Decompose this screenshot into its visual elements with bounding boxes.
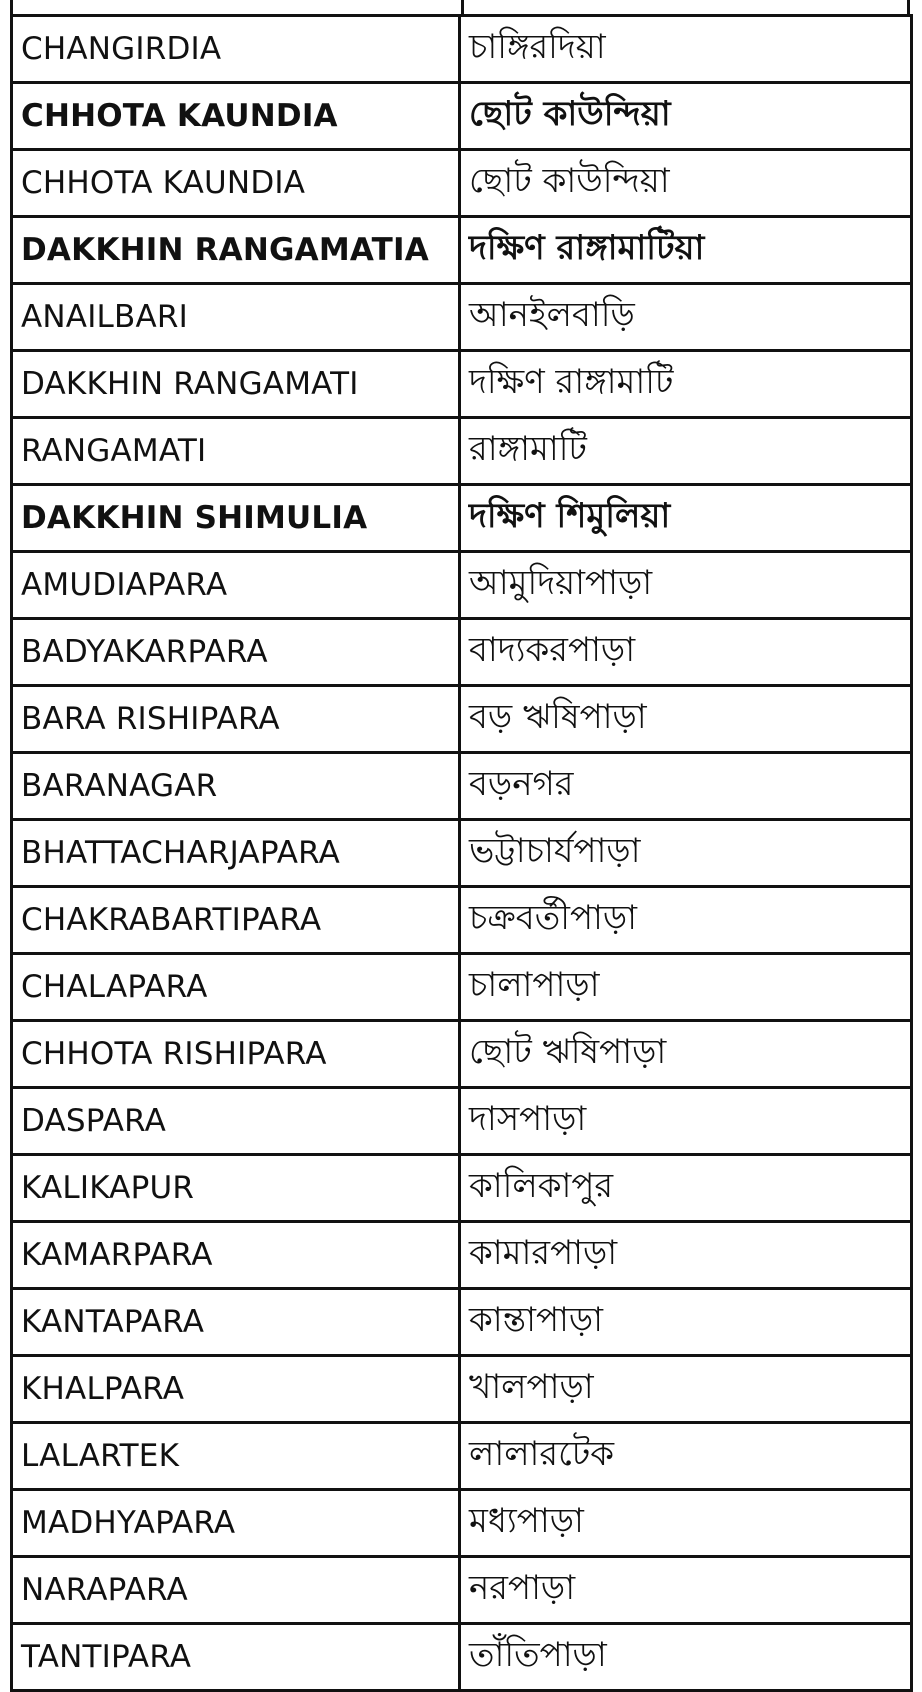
bengali-name-cell: দক্ষিণ শিমুলিয়া (460, 485, 912, 552)
bengali-name-cell: বাদ্যকরপাড়া (460, 619, 912, 686)
table-row (12, 217, 912, 284)
table-row (12, 552, 912, 619)
table-row (12, 150, 912, 217)
table-row (12, 1490, 912, 1557)
bengali-name-cell: খালপাড়া (460, 1356, 912, 1423)
bengali-name-cell: আনইলবাড়ি (460, 284, 912, 351)
bengali-name-cell: রাঙ্গামাটি (460, 418, 912, 485)
table-row (12, 1021, 912, 1088)
bengali-name-cell: ছোট ঋষিপাড়া (460, 1021, 912, 1088)
table-row (12, 1088, 912, 1155)
bengali-name-cell: ভট্টাচার্যপাড়া (460, 820, 912, 887)
table-row (12, 753, 912, 820)
column-divider (461, 0, 464, 14)
english-name-cell: CHALAPARA (12, 954, 460, 1021)
table-row (12, 619, 912, 686)
place-names-table (10, 14, 913, 1692)
english-name-cell: CHHOTA RISHIPARA (12, 1021, 460, 1088)
bengali-name-cell: দক্ষিণ রাঙ্গামাটিয়া (460, 217, 912, 284)
bengali-name-cell: বড় ঋষিপাড়া (460, 686, 912, 753)
english-name-cell: KALIKAPUR (12, 1155, 460, 1222)
bengali-name-cell: ছোট কাউন্দিয়া (460, 150, 912, 217)
bengali-name-cell: দাসপাড়া (460, 1088, 912, 1155)
english-name-cell: DASPARA (12, 1088, 460, 1155)
table-body (12, 16, 912, 1691)
english-name-cell: DAKKHIN RANGAMATI (12, 351, 460, 418)
bengali-name-cell: তাঁতিপাড়া (460, 1624, 912, 1691)
table-row (12, 686, 912, 753)
table-row (12, 1624, 912, 1691)
bengali-name-cell: কালিকাপুর (460, 1155, 912, 1222)
bengali-name-cell: চক্রবর্তীপাড়া (460, 887, 912, 954)
bengali-name-cell: আমুদিয়াপাড়া (460, 552, 912, 619)
english-name-cell: LALARTEK (12, 1423, 460, 1490)
table-row (12, 351, 912, 418)
table-row (12, 887, 912, 954)
english-name-cell: CHAKRABARTIPARA (12, 887, 460, 954)
english-name-cell: KAMARPARA (12, 1222, 460, 1289)
table-row (12, 16, 912, 83)
english-name-cell: MADHYAPARA (12, 1490, 460, 1557)
table-row (12, 418, 912, 485)
english-name-cell: CHHOTA KAUNDIA (12, 83, 460, 150)
table-row (12, 1222, 912, 1289)
bengali-name-cell: ছোট কাউন্দিয়া (460, 83, 912, 150)
english-name-cell: RANGAMATI (12, 418, 460, 485)
table-row (12, 284, 912, 351)
table-row (12, 954, 912, 1021)
table-row (12, 83, 912, 150)
english-name-cell: NARAPARA (12, 1557, 460, 1624)
english-name-cell: CHANGIRDIA (12, 16, 460, 83)
english-name-cell: CHHOTA KAUNDIA (12, 150, 460, 217)
bengali-name-cell: বড়নগর (460, 753, 912, 820)
english-name-cell: BADYAKARPARA (12, 619, 460, 686)
bengali-name-cell: নরপাড়া (460, 1557, 912, 1624)
table-row (12, 1423, 912, 1490)
english-name-cell: BARA RISHIPARA (12, 686, 460, 753)
english-name-cell: KANTAPARA (12, 1289, 460, 1356)
bengali-name-cell: কান্তাপাড়া (460, 1289, 912, 1356)
bengali-name-cell: লালারটেক (460, 1423, 912, 1490)
english-name-cell: AMUDIAPARA (12, 552, 460, 619)
bengali-name-cell: চাঙ্গিরদিয়া (460, 16, 912, 83)
english-name-cell: DAKKHIN RANGAMATIA (12, 217, 460, 284)
bengali-name-cell: দক্ষিণ রাঙ্গামাটি (460, 351, 912, 418)
english-name-cell: DAKKHIN SHIMULIA (12, 485, 460, 552)
bengali-name-cell: চালাপাড়া (460, 954, 912, 1021)
table-row (12, 820, 912, 887)
table-row (12, 1356, 912, 1423)
english-name-cell: KHALPARA (12, 1356, 460, 1423)
bengali-name-cell: কামারপাড়া (460, 1222, 912, 1289)
english-name-cell: BHATTACHARJAPARA (12, 820, 460, 887)
table-row (12, 1557, 912, 1624)
bengali-name-cell: মধ্যপাড়া (460, 1490, 912, 1557)
table-row (12, 1155, 912, 1222)
table-row (12, 485, 912, 552)
english-name-cell: BARANAGAR (12, 753, 460, 820)
table-row (12, 1289, 912, 1356)
table-top-edge (10, 0, 910, 14)
english-name-cell: TANTIPARA (12, 1624, 460, 1691)
english-name-cell: ANAILBARI (12, 284, 460, 351)
